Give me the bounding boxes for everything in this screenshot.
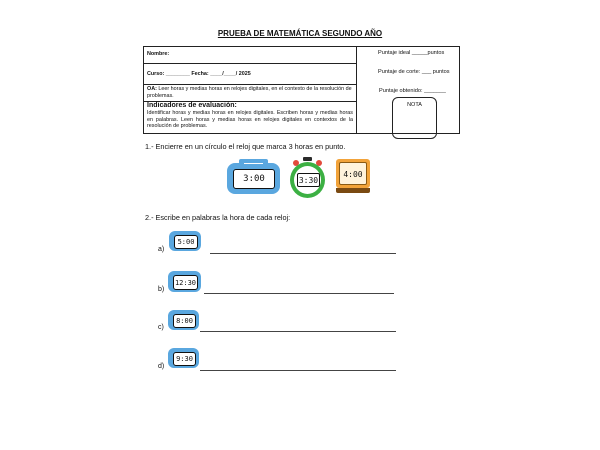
clock-display-1: 3:00 <box>233 169 275 189</box>
obtained-score-label: Puntaje obtenido: _______ <box>379 88 446 94</box>
question-1-text: 1.- Encierre en un círculo el reloj que marca 3 horas en punto. <box>145 142 346 151</box>
answer-line-d[interactable] <box>200 370 396 371</box>
course-date-line: Curso: ________ Fecha: ____/____/ 2025 <box>147 71 251 77</box>
answer-line-c[interactable] <box>200 331 396 332</box>
digital-clock-green[interactable] <box>290 157 325 199</box>
student-info-table <box>143 46 357 134</box>
indicators-cell <box>147 102 353 130</box>
clock-display-3: 4:00 <box>343 169 363 179</box>
indicators-label: Indicadores de evaluación: <box>147 102 237 109</box>
question-2-text: 2.- Escribe en palabras la hora de cada reloj: <box>145 213 291 222</box>
clock-a-display: 5:00 <box>174 235 198 249</box>
clock-d <box>168 348 199 368</box>
oa-text: Leer horas y medias horas en relojes digitales, en el contexto de la resolución de problemas. <box>147 86 352 99</box>
oa-label: OA: <box>147 86 157 92</box>
item-b-letter: b) <box>158 286 165 293</box>
clock-b-display: 12:30 <box>173 275 198 290</box>
grade-label: NOTA <box>407 102 422 108</box>
cutoff-score-label: Puntaje de corte: ___ puntos <box>378 69 450 75</box>
oa-cell <box>147 86 352 99</box>
name-field-label: Nombre: <box>147 51 170 57</box>
clock-c-display: 8:00 <box>173 314 196 328</box>
clock-b <box>168 271 201 292</box>
grade-box <box>392 97 437 139</box>
clock-d-display: 9:30 <box>173 352 196 366</box>
clock-display-2: 3:30 <box>297 173 320 187</box>
item-d-letter: d) <box>158 363 165 370</box>
indicators-text: Identificar horas y medias horas en relojes digitales. Escriben horas y medias horas en palabras. Leen horas y medias horas en relojes digitales en contextos de la resolución de problemas. <box>147 110 353 130</box>
page-title: PRUEBA DE MATEMÁTICA SEGUNDO AÑO <box>217 29 383 38</box>
answer-line-b[interactable] <box>204 293 394 294</box>
answer-line-a[interactable] <box>210 253 396 254</box>
digital-clock-orange[interactable] <box>336 159 370 194</box>
clock-a <box>169 231 201 251</box>
clock-c <box>168 310 199 330</box>
item-a-letter: a) <box>158 246 165 253</box>
ideal-score-label: Puntaje ideal _____puntos <box>378 50 445 56</box>
item-c-letter: c) <box>158 324 164 331</box>
digital-clock-blue[interactable] <box>227 159 280 195</box>
